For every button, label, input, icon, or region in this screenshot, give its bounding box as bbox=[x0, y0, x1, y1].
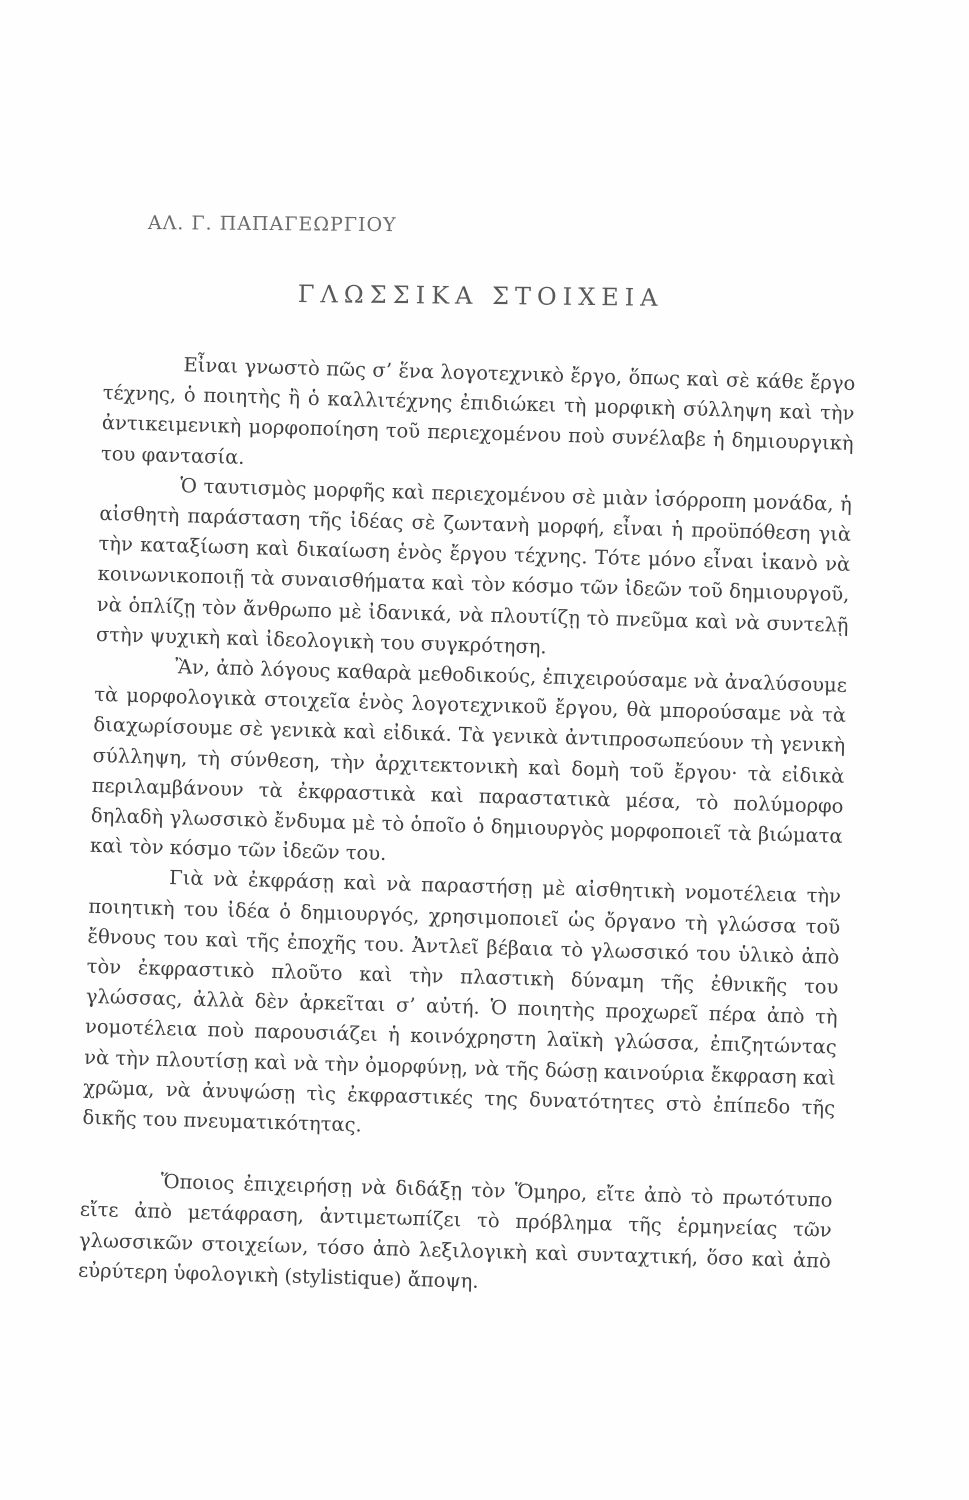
author-name: ΑΛ. Γ. ΠΑΠΑΓΕΩΡΓΙΟΥ bbox=[147, 212, 397, 237]
paragraph: Εἶναι γνωστὸ πῶς σ’ ἕνα λογοτεχνικὸ ἔργο, ὅπως καὶ σὲ κάθε ἔργο τέχνης, ὁ ποιητὴς ἢ ὁ καλλιτέχνης ἐπιδιώκει τὴ μορφικὴ σύλληψη καὶ τὴν ἀντικειμενικὴ μορφοποίηση τοῦ περιεχομένου ποὺ συνέλαβε ἡ δημιουργικὴ του φαντασία. bbox=[100, 353, 856, 469]
paragraph: Γιὰ νὰ ἐκφράσῃ καὶ νὰ παραστήσῃ μὲ αἰσθητικὴ νομοτέλεια τὴν ποιητικὴ του ἰδέα ὁ δημιουργός, χρησιμοποιεῖ ὡς ὄργανο τὴ γλώσσα τοῦ ἔθνους του καὶ τῆς ἐποχῆς του. Ἀντλεῖ βέβαια τὸ γλωσσικό του ὑλικὸ ἀπὸ τὸν ἐκφραστικὸ πλοῦτο καὶ τὴν πλαστικὴ δύναμη τῆς ἐθνικῆς του γλώσσας, ἀλλὰ δὲν ἀρκεῖται σ’ αὐτή. Ὁ ποιητὴς προχωρεῖ πέρα ἀπὸ τὴ νομοτέλεια ποὺ παρουσιάζει ἡ κοινόχρηστη λαϊκὴ γλώσσα, ἐπιζητώντας νὰ τὴν πλουτίσῃ καὶ νὰ τὴν ὀμορφύνῃ, νὰ τῆς δώσῃ καινούρια ἔκφραση καὶ χρῶμα, νὰ ἀνυψώσῃ τὶς ἐκφραστικές της δυνατότητες στὸ ἐπίπεδο τῆς δικῆς του πνευματικότητας. bbox=[82, 866, 842, 1137]
paragraph: Ὅποιος ἐπιχειρήσῃ νὰ διδάξῃ τὸν Ὅμηρο, εἴτε ἀπὸ τὸ πρωτότυπο εἴτε ἀπὸ μετάφραση, ἀντιμετωπίζει τὸ πρόβλημα τῆς ἑρμηνείας τῶν γλωσσικῶν στοιχείων, τόσο ἀπὸ λεξιλογικὴ καὶ συνταχτική, ὅσο καὶ ἀπὸ εὐρύτερη ὑφολογικὴ (stylistique) ἄποψη. bbox=[77, 1170, 833, 1293]
paragraph: Ὁ ταυτισμὸς μορφῆς καὶ περιεχομένου σὲ μιὰν ἰσόρροπη μονάδα, ἡ αἰσθητὴ παράσταση τῆς ἰδέας σὲ ζωντανὴ μορφή, εἶναι ἡ προϋπόθεση γιὰ τὴν καταξίωση καὶ δικαίωση ἑνὸς ἔργου τέχνης. Τότε μόνο εἶναι ἱκανὸ νὰ κοινωνικοποιῇ τὰ συναισθήματα καὶ τὸν κόσμο τῶν ἰδεῶν τοῦ δημιουργοῦ, νὰ ὁπλίζῃ τὸν ἄνθρωπο μὲ ἰδανικά, νὰ πλουτίζῃ τὸ πνεῦμα καὶ νὰ συντελῇ στὴν ψυχικὴ καὶ ἰδεολογικὴ του συγκρότηση. bbox=[95, 473, 853, 659]
body-text bbox=[78, 348, 856, 1307]
document-title: ΓΛΩΣΣΙΚΑ ΣΤΟΙΧΕΙΑ bbox=[297, 280, 664, 312]
paragraph: Ἂν, ἀπὸ λόγους καθαρὰ μεθοδικούς, ἐπιχειρούσαμε νὰ ἀναλύσουμε τὰ μορφολογικὰ στοιχεῖα ἑνὸς λογοτεχνικοῦ ἔργου, θὰ μπορούσαμε νὰ τὰ διαχωρίσουμε σὲ γενικὰ καὶ εἰδικά. Τὰ γενικὰ ἀντιπροσωπεύουν τὴ γενικὴ σύλληψη, τὴ σύνθεση, τὴν ἀρχιτεκτονικὴ καὶ δομὴ τοῦ ἔργου· τὰ εἰδικὰ περιλαμβάνουν τὰ ἐκφραστικὰ καὶ παραστατικὰ μέσα, τὸ πολύμορφο δηλαδὴ γλωσσικὸ ἔνδυμα μὲ τὸ ὁποῖο ὁ δημιουργὸς μορφοποιεῖ τὰ βιώματα καὶ τὸν κόσμο τῶν ἰδεῶν του. bbox=[89, 655, 848, 866]
